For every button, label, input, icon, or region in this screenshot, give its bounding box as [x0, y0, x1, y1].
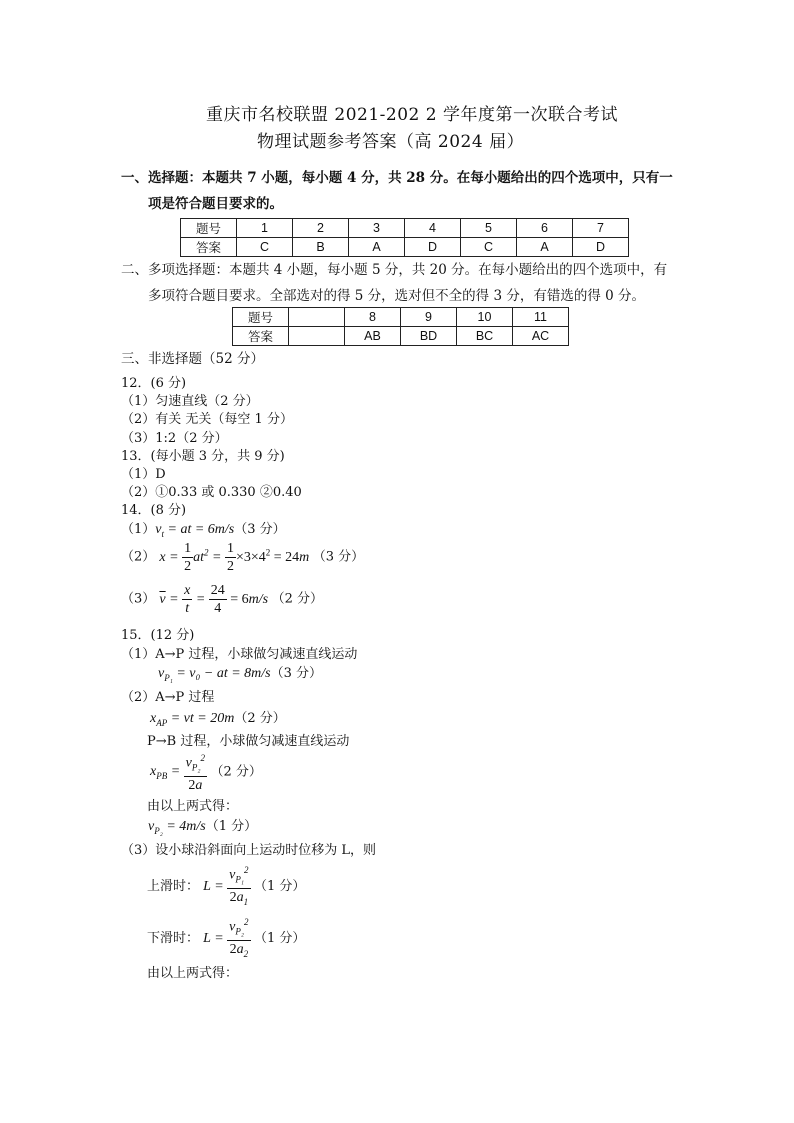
q14-part2-label: （2）	[121, 549, 156, 565]
q13-answer-1: （1）D	[121, 467, 166, 482]
table-cell: 6	[517, 219, 573, 238]
table-cell: C	[237, 238, 293, 257]
q15-part2-equation1-score: （2 分）	[234, 711, 286, 726]
table-cell: 2	[293, 219, 349, 238]
table-cell: 答案	[181, 238, 237, 257]
table-cell: 11	[513, 308, 569, 327]
q12-head: 12．(6 分)	[121, 376, 187, 391]
fraction-half: $\frac{1}{2}$	[184, 541, 192, 574]
q15-part3-down-label: 下滑时：	[147, 930, 200, 946]
section2-answer-table	[232, 307, 569, 346]
q12-answer-1: （1）匀速直线（2 分）	[121, 394, 259, 409]
q15-part3-up-formula: L = $\frac{v_{P_1}^2}{2a_1}$	[203, 879, 254, 894]
table-row	[181, 238, 629, 257]
q14-part1-label: （1）	[121, 522, 156, 537]
table-row	[233, 327, 569, 346]
table-cell: 8	[345, 308, 401, 327]
section3-heading: 三、非选择题（52 分）	[121, 351, 264, 367]
q13-answer-2: （2）①0.33 或 0.330 ②0.40	[121, 485, 302, 500]
q15-head: 15．(12 分)	[121, 628, 195, 643]
table-cell: 10	[457, 308, 513, 327]
q14-part3-score: （2 分）	[271, 591, 324, 607]
q15-part3-up-score: （1 分）	[254, 878, 306, 894]
displacement-symbol: $x_{AP}$	[150, 711, 168, 728]
fraction-24-over-4: $\frac{24}{4}$	[210, 583, 225, 616]
q15-part3-up-line	[147, 862, 305, 911]
q15-part2-text2: P→B 过程，小球做匀减速直线运动	[147, 734, 350, 749]
q15-part3-text2: 由以上两式得：	[147, 966, 239, 981]
table-row	[233, 308, 569, 327]
title-line-2: 物理试题参考答案（高 2024 届）	[257, 132, 525, 152]
table-cell: 题号	[233, 308, 289, 327]
q15-part3-down-score: （1 分）	[254, 930, 306, 946]
q15-part3-text: （3）设小球沿斜面向上运动时位移为 L，则	[121, 843, 377, 858]
table-cell: D	[405, 238, 461, 257]
table-cell: B	[293, 238, 349, 257]
velocity-symbol: $v_{P_2}$	[148, 819, 163, 836]
fraction-x-over-t: $\frac{x}{t}$	[184, 583, 191, 616]
q15-part2-equation3-score: （1 分）	[205, 819, 258, 834]
section2-line2: 多项符合题目要求。全部选对的得 5 分，选对但不全的得 3 分，有错选的得 0 分。	[148, 288, 646, 304]
q14-part3-formula: $\overline{v}$ = $\frac{x}{t}$ = $\frac{24}{4}$ = 6m/s	[159, 583, 272, 616]
table-cell	[289, 308, 345, 327]
table-cell: 3	[349, 219, 405, 238]
q15-part3-down-line	[147, 914, 305, 963]
section2-line1: 二、多项选择题：本题共 4 小题，每小题 5 分，共 20 分。在每小题给出的四个选项中，有	[121, 262, 668, 278]
q14-part1-equation: = at = 6m/s	[167, 522, 235, 537]
q14-part2-score: （3 分）	[312, 549, 365, 565]
q15-part2-equation1-line	[150, 707, 286, 728]
table-row	[181, 219, 629, 238]
fraction-vp2-squared-over-2a: $\frac{v_{P_2}^2}{2a}$	[184, 750, 207, 794]
q14-part2-formula: x = $\frac{1}{2}$ $at^2$ = $\frac{1}{2}$ $\times 3\times 4^2 = 24m$	[159, 541, 313, 574]
q14-part-2	[121, 540, 364, 575]
q15-part2-formula: $x_{PB}$ = $\frac{v_{P_2}^2}{2a}$	[150, 764, 211, 779]
q12-answer-3: （3）1:2（2 分）	[121, 431, 228, 446]
section1-line2: 项是符合题目要求的。	[148, 196, 283, 212]
q15-part2-equation2-line	[150, 750, 262, 794]
table-cell: C	[461, 238, 517, 257]
table-cell: 答案	[233, 327, 289, 346]
q14-part1-score: （3 分）	[234, 522, 286, 537]
q15-part3-down-formula: L = $\frac{v_{P_2}^2}{2a_2}$	[203, 931, 254, 946]
table-cell: AB	[345, 327, 401, 346]
q15-part2-equation3: = 4m/s	[166, 819, 206, 834]
q14-part-1	[121, 518, 286, 539]
table-cell: D	[573, 238, 629, 257]
q14-head: 14．(8 分)	[121, 503, 187, 518]
fraction-vp1-squared-over-2a1: $\frac{v_{P_1}^2}{2a_1}$	[227, 862, 250, 911]
table-cell: 5	[461, 219, 517, 238]
q15-part1-score: （3 分）	[270, 666, 323, 681]
velocity-symbol: $v_t$	[155, 522, 165, 539]
table-cell: 4	[405, 219, 461, 238]
table-cell: A	[349, 238, 405, 257]
table-cell: 1	[237, 219, 293, 238]
table-cell: A	[517, 238, 573, 257]
table-cell: AC	[513, 327, 569, 346]
velocity-symbol: $v_{P_1}$	[158, 666, 173, 683]
table-cell: 题号	[181, 219, 237, 238]
q12-answer-2: （2）有关 无关（每空 1 分）	[121, 412, 293, 427]
q15-part2-equation3-line	[148, 815, 257, 836]
q14-part3-label: （3）	[121, 591, 156, 607]
fraction-half: $\frac{1}{2}$	[226, 541, 234, 574]
q15-part1-equation-line	[158, 662, 322, 683]
q15-part3-up-label: 上滑时：	[147, 878, 200, 894]
q15-part2-equation1: = vt = 20m	[170, 711, 235, 726]
q15-part2-text: （2）A→P 过程	[121, 690, 215, 705]
table-cell: 7	[573, 219, 629, 238]
table-cell: BC	[457, 327, 513, 346]
q14-part-3	[121, 582, 323, 617]
fraction-vp2-squared-over-2a2: $\frac{v_{P_2}^2}{2a_2}$	[227, 914, 250, 963]
section1-line1: 一、选择题：本题共 7 小题，每小题 4 分，共 28 分。在每小题给出的四个选项中，只有一	[121, 170, 673, 186]
q15-part2-equation2-score: （2 分）	[210, 764, 262, 780]
table-cell: 9	[401, 308, 457, 327]
q15-part2-text3: 由以上两式得：	[147, 799, 239, 814]
table-cell: BD	[401, 327, 457, 346]
q15-part1-text: （1）A→P 过程，小球做匀减速直线运动	[121, 647, 358, 662]
title-line-1: 重庆市名校联盟 2021-202 2 学年度第一次联合考试	[206, 105, 618, 125]
table-cell	[289, 327, 345, 346]
section1-answer-table	[180, 218, 629, 257]
q13-head: 13．(每小题 3 分，共 9 分)	[121, 449, 285, 464]
q15-part1-equation: = v₀ − at = 8m/s	[176, 666, 271, 681]
